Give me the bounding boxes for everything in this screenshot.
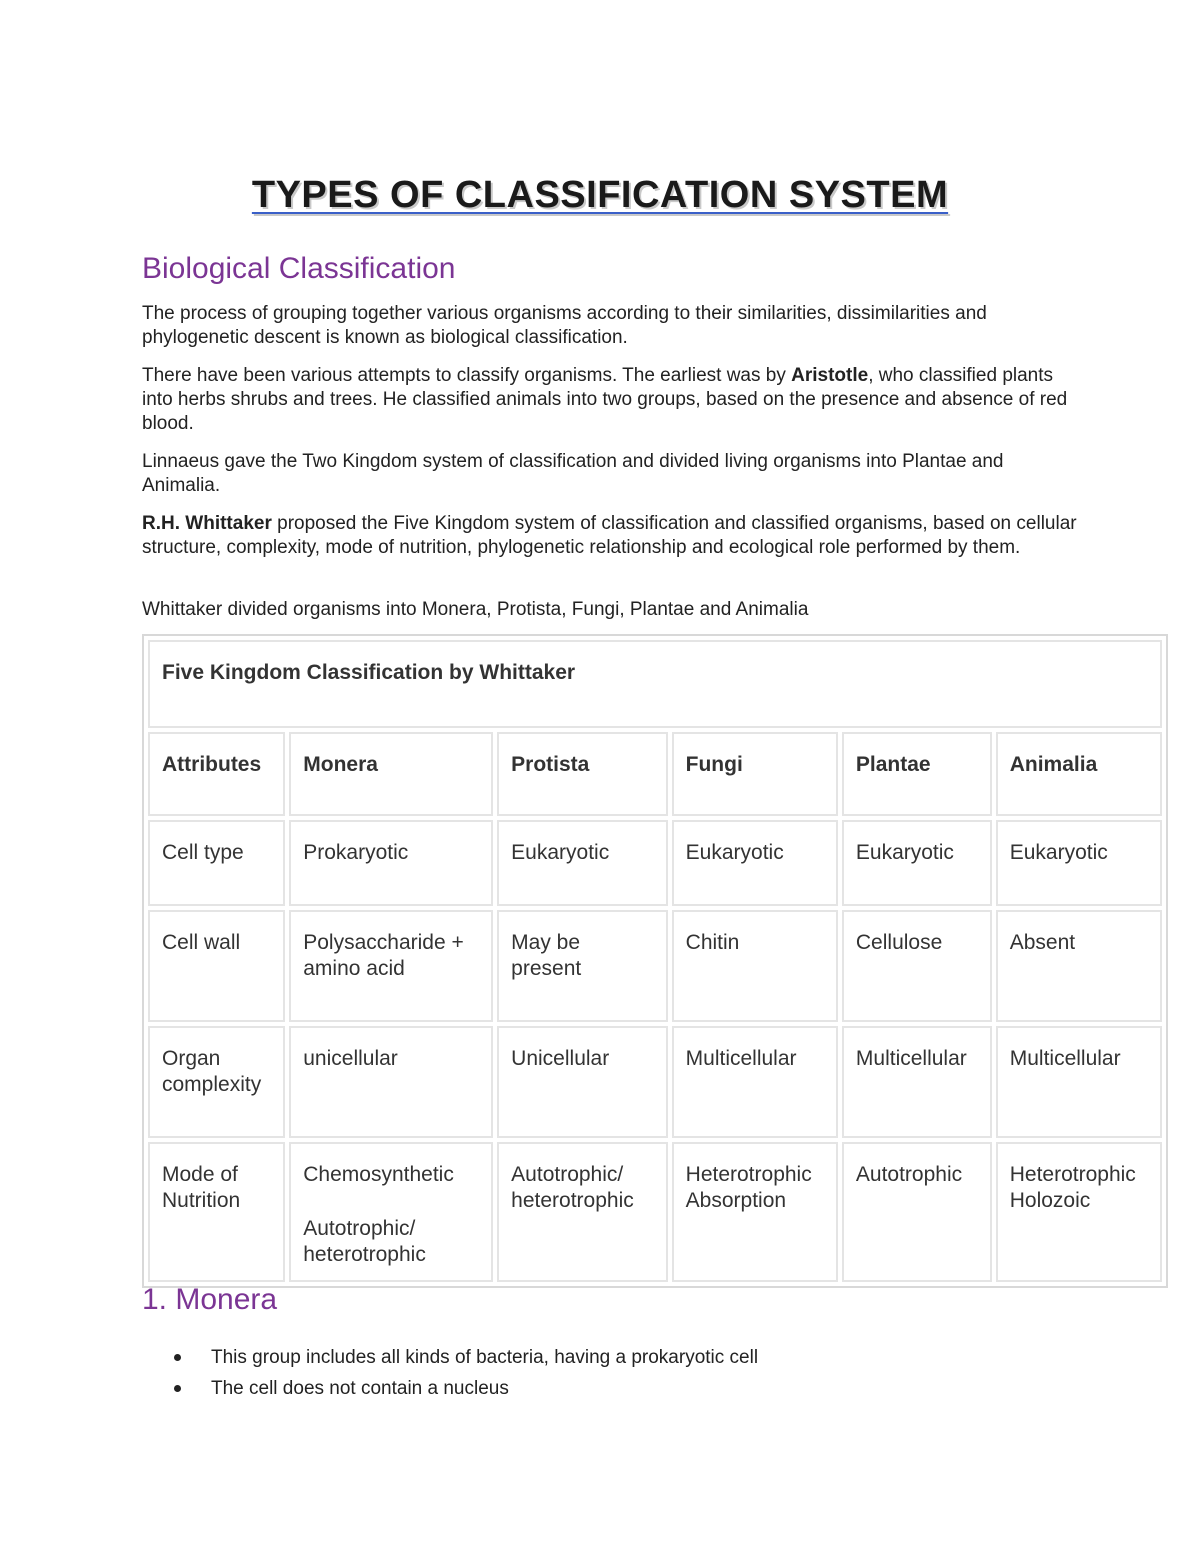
table-cell: Unicellular xyxy=(497,1026,667,1138)
table-cell: Multicellular xyxy=(996,1026,1162,1138)
table-caption: Five Kingdom Classification by Whittaker xyxy=(148,640,1162,728)
table-cell: Eukaryotic xyxy=(996,820,1162,906)
table-cell: Multicellular xyxy=(842,1026,992,1138)
table-cell xyxy=(289,1142,493,1282)
header-cell: Protista xyxy=(497,732,667,816)
table-cell: Heterotrophic Holozoic xyxy=(996,1142,1162,1282)
paragraph-whittaker: R.H. Whittaker proposed the Five Kingdom system of classification and classified organisms, based on cellular structure, complexity, mode of nutrition, phylogenetic relationship and ecological role performed by them. xyxy=(142,513,1077,558)
table-cell: Polysaccharide + amino acid xyxy=(289,910,493,1022)
monera-bullet-list xyxy=(172,1342,758,1404)
table-cell: Cellulose xyxy=(842,910,992,1022)
five-kingdom-table xyxy=(142,634,1168,1288)
table-cell: Multicellular xyxy=(672,1026,838,1138)
paragraph-linnaeus: Linnaeus gave the Two Kingdom system of classification and divided living organisms into Plantae and Animalia. xyxy=(142,451,1004,496)
paragraph-whittaker-division: Whittaker divided organisms into Monera, Protista, Fungi, Plantae and Animalia xyxy=(142,599,809,620)
header-cell: Attributes xyxy=(148,732,285,816)
table-cell: Heterotrophic Absorption xyxy=(672,1142,838,1282)
table-cell: Autotrophic xyxy=(842,1142,992,1282)
section-heading-biological-classification: Biological Classification xyxy=(142,252,456,285)
table-cell: Cell wall xyxy=(148,910,285,1022)
table-cell: May be present xyxy=(497,910,667,1022)
header-cell: Animalia xyxy=(996,732,1162,816)
mode-monera-primary: Chemosynthetic xyxy=(303,1163,454,1186)
page-title: TYPES OF CLASSIFICATION SYSTEM xyxy=(251,174,949,216)
bold-aristotle: Aristotle xyxy=(791,365,869,386)
bold-whittaker: R.H. Whittaker xyxy=(142,513,272,534)
header-cell: Monera xyxy=(289,732,493,816)
list-item: This group includes all kinds of bacteria, having a prokaryotic cell xyxy=(172,1342,758,1373)
table-cell: Eukaryotic xyxy=(672,820,838,906)
table-cell: Organ complexity xyxy=(148,1026,285,1138)
table-cell: Eukaryotic xyxy=(497,820,667,906)
table-row xyxy=(148,1026,1162,1138)
table-cell: Prokaryotic xyxy=(289,820,493,906)
paragraph-definition: The process of grouping together various organisms according to their similarities, dissimilarities and phylogenetic descent is known as biological classification. xyxy=(142,303,987,348)
list-item: The cell does not contain a nucleus xyxy=(172,1373,758,1404)
header-cell: Plantae xyxy=(842,732,992,816)
table-row xyxy=(148,820,1162,906)
table-header-row xyxy=(148,732,1162,816)
paragraph-aristotle: There have been various attempts to classify organisms. The earliest was by Aristotle, who classified plants into herbs shrubs and trees. He classified animals into two groups, based on the presence and absence of red blood. xyxy=(142,365,1068,434)
table-row xyxy=(148,1142,1162,1282)
table-cell: Cell type xyxy=(148,820,285,906)
table-caption-row xyxy=(148,640,1162,728)
section-heading-monera: 1. Monera xyxy=(142,1283,278,1316)
bullet-dot-icon xyxy=(174,1385,181,1392)
mode-monera-secondary: Autotrophic/ heterotrophic xyxy=(303,1217,426,1266)
table-row xyxy=(148,910,1162,1022)
table-cell: Autotrophic/ heterotrophic xyxy=(497,1142,667,1282)
bullet-dot-icon xyxy=(174,1354,181,1361)
table-cell: Chitin xyxy=(672,910,838,1022)
table-cell: Eukaryotic xyxy=(842,820,992,906)
table-cell: unicellular xyxy=(289,1026,493,1138)
header-cell: Fungi xyxy=(672,732,838,816)
table-cell: Mode of Nutrition xyxy=(148,1142,285,1282)
table-cell: Absent xyxy=(996,910,1162,1022)
